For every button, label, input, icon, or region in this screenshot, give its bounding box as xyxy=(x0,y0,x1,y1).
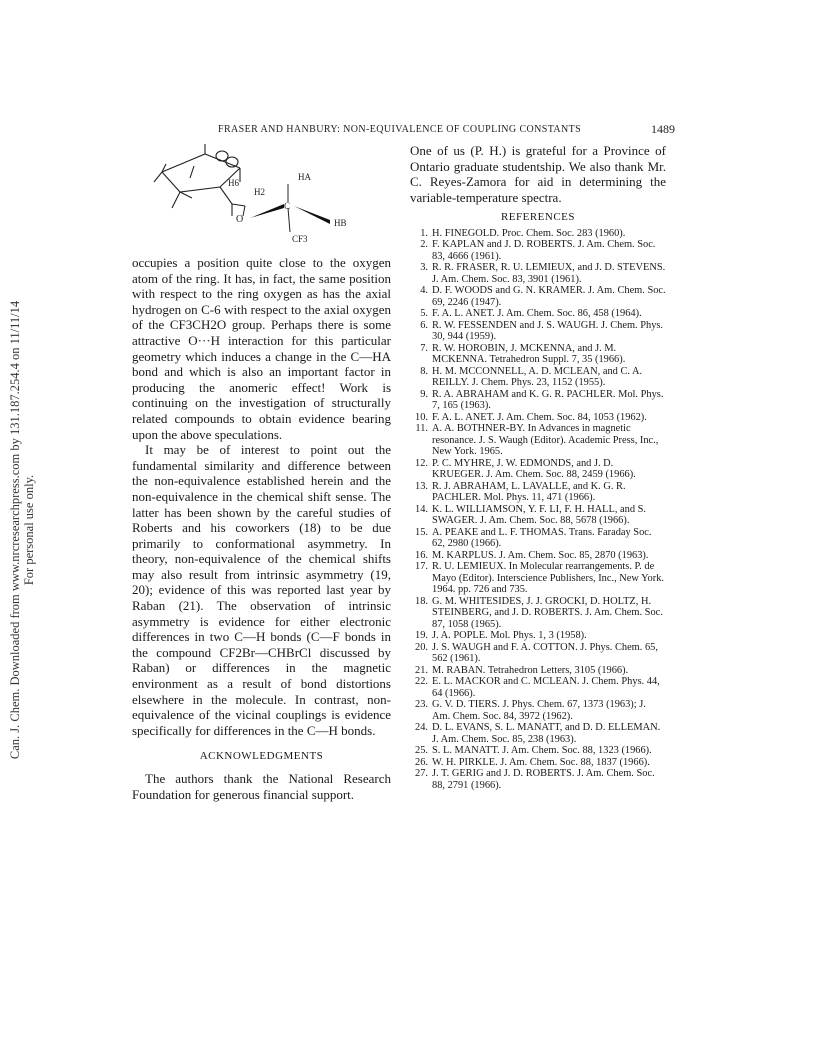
reference-number: 5. xyxy=(420,308,428,320)
reference-number: 23. xyxy=(415,699,428,711)
reference-number: 9. xyxy=(420,388,428,400)
label-o: O xyxy=(236,214,244,225)
reference-number: 19. xyxy=(415,630,428,642)
reference-item xyxy=(410,320,666,343)
reference-item xyxy=(410,676,666,699)
reference-number: 1. xyxy=(420,227,428,239)
reference-text: G. V. D. TIERS. J. Phys. Chem. 67, 1373 (1963); J. Am. Chem. Soc. 84, 3972 (1962). xyxy=(432,699,646,722)
reference-item xyxy=(410,630,666,642)
reference-text: R. R. FRASER, R. U. LEMIEUX, and J. D. STEVENS. J. Am. Chem. Soc. 83, 3901 (1961). xyxy=(432,262,666,285)
reference-number: 26. xyxy=(415,756,428,768)
references-list xyxy=(410,228,666,792)
reference-number: 7. xyxy=(420,342,428,354)
reference-text: J. S. WAUGH and F. A. COTTON. J. Phys. Chem. 65, 562 (1961). xyxy=(432,641,658,665)
reference-item xyxy=(410,665,666,677)
reference-item xyxy=(410,745,666,757)
label-hb: HB xyxy=(334,218,347,228)
reference-item xyxy=(410,768,666,791)
reference-text: A. PEAKE and L. F. THOMAS. Trans. Faraday Soc. 62, 2980 (1966). xyxy=(432,526,652,550)
reference-number: 13. xyxy=(415,480,428,492)
reference-number: 12. xyxy=(415,457,428,469)
reference-item xyxy=(410,561,666,596)
wedge-bond-o-c xyxy=(250,204,284,218)
running-head: FRASER AND HANBURY: NON-EQUIVALENCE OF COUPLING CONSTANTS xyxy=(218,124,582,135)
reference-item xyxy=(410,722,666,745)
reference-item xyxy=(410,366,666,389)
label-c: C xyxy=(284,201,291,211)
reference-number: 11. xyxy=(415,423,428,435)
reference-item xyxy=(410,285,666,308)
reference-text: D. L. EVANS, S. L. MANATT, and D. D. ELLEMAN. J. Am. Chem. Soc. 85, 238 (1963). xyxy=(432,722,661,745)
reference-number: 25. xyxy=(415,745,428,757)
reference-number: 3. xyxy=(420,262,428,274)
reference-item xyxy=(410,504,666,527)
reference-text: H. M. MCCONNELL, A. D. MCLEAN, and C. A. REILLY. J. Chem. Phys. 23, 1152 (1955). xyxy=(432,365,643,389)
reference-number: 21. xyxy=(415,664,428,676)
reference-text: J. T. GERIG and J. D. ROBERTS. J. Am. Chem. Soc. 88, 2791 (1966). xyxy=(432,768,655,791)
reference-text: E. L. MACKOR and C. MCLEAN. J. Chem. Phys. 44, 64 (1966). xyxy=(432,676,660,699)
reference-text: F. KAPLAN and J. D. ROBERTS. J. Am. Chem. Soc. 83, 4666 (1961). xyxy=(432,239,656,262)
download-stamp-line1: Can. J. Chem. Downloaded from www.nrcresearchpress.com by 131.187.254.4 on 11/11/14 xyxy=(8,300,22,760)
references-heading: REFERENCES xyxy=(500,211,576,224)
reference-item xyxy=(410,757,666,769)
reference-number: 14. xyxy=(415,503,428,515)
label-h2: H2 xyxy=(254,187,265,197)
acknowledgments-heading: ACKNOWLEDGMENTS xyxy=(199,750,324,763)
reference-number: 17. xyxy=(415,561,428,573)
reference-text: W. H. PIRKLE. J. Am. Chem. Soc. 88, 1837 (1966). xyxy=(432,756,650,768)
reference-item xyxy=(410,262,666,285)
reference-item xyxy=(410,228,666,240)
acknowledgments-text: The authors thank the National Research Foundation for generous financial support. xyxy=(132,771,391,802)
reference-item xyxy=(410,412,666,424)
reference-number: 27. xyxy=(415,768,428,780)
reference-item xyxy=(410,423,666,458)
reference-text: S. L. MANATT. J. Am. Chem. Soc. 88, 1323 (1966). xyxy=(432,745,652,757)
reference-item xyxy=(410,389,666,412)
download-stamp-text xyxy=(8,301,36,759)
left-column xyxy=(132,255,391,802)
reference-text: R. A. ABRAHAM and K. G. R. PACHLER. Mol. Phys. 7, 165 (1963). xyxy=(432,388,664,412)
download-stamp-line2: For personal use only. xyxy=(22,474,36,586)
right-column xyxy=(410,143,666,791)
reference-item xyxy=(410,458,666,481)
reference-number: 24. xyxy=(415,722,428,734)
reference-number: 4. xyxy=(420,285,428,297)
reference-item xyxy=(410,550,666,562)
wedge-bond-c-hb xyxy=(294,206,330,224)
label-h6: H6 xyxy=(228,178,239,188)
reference-item xyxy=(410,642,666,665)
reference-item xyxy=(410,343,666,366)
label-ha: HA xyxy=(298,172,311,182)
reference-text: R. U. LEMIEUX. In Molecular rearrangements. P. de Mayo (Editor). Interscience Publishers, Inc., New York. 1964. pp. 726 and 735. xyxy=(432,561,665,596)
reference-number: 15. xyxy=(415,526,428,538)
download-stamp xyxy=(0,0,40,1056)
structure-figure xyxy=(150,142,360,250)
reference-number: 18. xyxy=(415,595,428,607)
reference-text: R. J. ABRAHAM, L. LAVALLE, and K. G. R. PACHLER. Mol. Phys. 11, 471 (1966). xyxy=(432,480,626,504)
reference-text: R. W. FESSENDEN and J. S. WAUGH. J. Chem. Phys. 30, 944 (1959). xyxy=(432,319,664,343)
reference-text: D. F. WOODS and G. N. KRAMER. J. Am. Chem. Soc. 69, 2246 (1947). xyxy=(432,285,666,308)
label-cf3: CF3 xyxy=(292,234,308,244)
reference-number: 6. xyxy=(420,319,428,331)
reference-item xyxy=(410,481,666,504)
reference-text: F. A. L. ANET. J. Am. Chem. Soc. 84, 1053 (1962). xyxy=(432,411,647,423)
reference-item xyxy=(410,308,666,320)
reference-text: H. FINEGOLD. Proc. Chem. Soc. 283 (1960). xyxy=(432,227,626,239)
reference-text: P. C. MYHRE, J. W. EDMONDS, and J. D. KRUEGER. J. Am. Chem. Soc. 88, 2459 (1966). xyxy=(432,457,636,481)
reference-item xyxy=(410,527,666,550)
reference-text: F. A. L. ANET. J. Am. Chem. Soc. 86, 458 (1964). xyxy=(432,308,642,320)
reference-item xyxy=(410,596,666,631)
reference-text: R. W. HOROBIN, J. MCKENNA, and J. M. MCKENNA. Tetrahedron Suppl. 7, 35 (1966). xyxy=(432,342,626,366)
reference-number: 8. xyxy=(420,365,428,377)
reference-number: 22. xyxy=(415,676,428,688)
reference-number: 20. xyxy=(415,641,428,653)
body-paragraph-1: occupies a position quite close to the oxygen atom of the ring. It has, in fact, the same position with respect to the ring oxygen as has the axial hydrogen on C-6 with respect to the axial oxygen of the CF3CH2O group. Perhaps there is some attractive O···H interaction for this particular geometry which induces a change in the C—HA bond and which is also an important factor in producing the anomeric effect! Work is continuing on the investigation of structurally related compounds to obtain evidence bearing upon the above speculations. xyxy=(132,255,391,442)
reference-number: 2. xyxy=(420,239,428,251)
reference-item xyxy=(410,239,666,262)
reference-number: 16. xyxy=(415,549,428,561)
reference-text: A. A. BOTHNER-BY. In Advances in magnetic resonance. J. S. Waugh (Editor). Academic Press, Inc., New York. 1965. xyxy=(432,423,659,458)
reference-text: M. KARPLUS. J. Am. Chem. Soc. 85, 2870 (1963). xyxy=(432,549,649,561)
reference-text: J. A. POPLE. Mol. Phys. 1, 3 (1958). xyxy=(432,630,587,642)
reference-text: M. RABAN. Tetrahedron Letters, 3105 (1966). xyxy=(432,664,629,676)
page-number: 1489 xyxy=(651,122,675,136)
reference-text: K. L. WILLIAMSON, Y. F. LI, F. H. HALL, and S. SWAGER. J. Am. Chem. Soc. 88, 5678 (1966). xyxy=(432,503,647,527)
body-paragraph-2: It may be of interest to point out the fundamental similarity and difference between the non-equivalence established herein and the non-equivalence in the chemical shift sense. The latter has been shown by the careful studies of Roberts and his coworkers (18) to be due primarily to conformational asymmetry. In theory, non-equivalence of the chemical shifts may also result from intrinsic asymmetry (19, 20); evidence of this was reported last year by Raban (21). The observation of intrinsic asymmetry is evidence for either electronic differences in two C—H bonds (C—F bonds in the compound CF2Br—CHBrCl discussed by Raban) or differences in the magnetic environment as a result of bond distortions elsewhere in the molecule. In contrast, non-equivalence of the vicinal couplings is evidence specifically for differences in the C—H bonds. xyxy=(132,442,391,738)
reference-item xyxy=(410,699,666,722)
acknowledgments-continued: One of us (P. H.) is grateful for a Province of Ontario graduate studentship. We also thank Mr. C. Reyes-Zamora for aid in determining the variable-temperature spectra. xyxy=(410,143,666,205)
reference-number: 10. xyxy=(415,411,428,423)
reference-text: G. M. WHITESIDES, J. J. GROCKI, D. HOLTZ, H. STEINBERG, and J. D. ROBERTS. J. Am. Chem. Soc. 87, 1058 (1965). xyxy=(432,595,663,630)
